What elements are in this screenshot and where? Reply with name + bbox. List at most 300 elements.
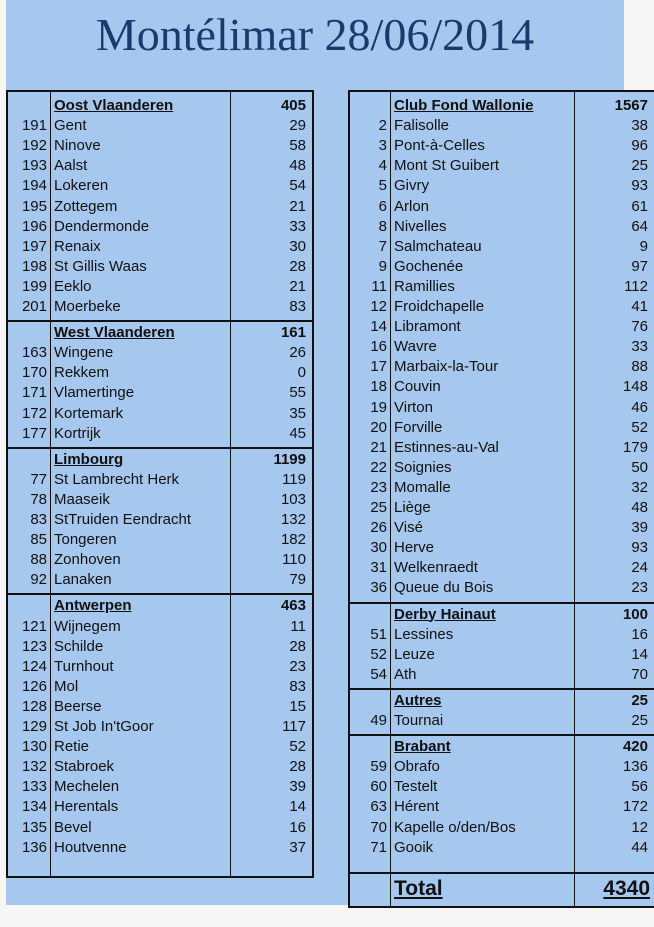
club-count: 28 (289, 257, 306, 275)
club-row (8, 424, 312, 444)
club-name: Queue du Bois (394, 579, 494, 597)
club-number: 126 (21, 677, 47, 695)
club-count: 55 (289, 384, 306, 402)
club-row (350, 156, 654, 176)
club-number: 11 (371, 277, 387, 295)
club-row (350, 538, 654, 558)
club-number: 36 (370, 579, 387, 597)
club-name: Welkenraedt (394, 559, 478, 577)
club-row (350, 136, 654, 156)
club-row (8, 116, 312, 136)
group-total: 405 (280, 97, 306, 114)
club-name: Tongeren (54, 531, 117, 549)
club-row (350, 357, 654, 377)
club-number: 51 (370, 625, 387, 643)
club-row (8, 237, 312, 257)
club-number: 197 (21, 237, 47, 255)
club-count: 52 (289, 738, 306, 756)
club-count: 25 (631, 712, 648, 729)
club-count: 23 (289, 657, 306, 675)
club-count: 54 (289, 177, 306, 195)
club-name: Retie (54, 738, 90, 756)
club-number: 123 (21, 637, 47, 655)
group-total: 420 (622, 738, 648, 756)
group-total: 1199 (273, 450, 306, 468)
club-number: 21 (370, 438, 387, 456)
group-name: West Vlaanderen (54, 324, 175, 342)
club-number: 12 (370, 298, 387, 315)
group-name: Antwerpen (54, 597, 132, 615)
club-row (8, 490, 312, 510)
club-number: 192 (21, 137, 47, 155)
club-name: Stabroek (54, 758, 115, 776)
club-number: 135 (21, 818, 47, 836)
group-name: Brabant (394, 738, 451, 756)
club-row (8, 136, 312, 156)
club-name: Kortemark (54, 404, 124, 422)
club-name: Visé (394, 519, 423, 537)
club-number: 49 (370, 712, 387, 729)
club-count: 103 (280, 490, 306, 508)
group-separator (8, 593, 312, 595)
club-row (350, 277, 654, 297)
club-row (350, 665, 654, 685)
club-number: 3 (378, 137, 387, 155)
club-number: 6 (378, 197, 387, 215)
club-name: StTruiden Eendracht (54, 511, 192, 528)
club-number: 170 (21, 364, 47, 382)
club-row (8, 343, 312, 363)
club-number: 30 (370, 539, 387, 557)
club-name: Nivelles (394, 217, 447, 235)
club-row (350, 777, 654, 797)
club-number: 77 (30, 470, 47, 488)
club-count: 179 (622, 438, 648, 456)
group-header (8, 596, 312, 616)
club-name: St Lambrecht Herk (54, 470, 180, 488)
club-count: 12 (631, 818, 648, 836)
group-header (350, 691, 654, 711)
club-row (350, 518, 654, 538)
club-name: Houtvenne (54, 838, 127, 856)
club-row (350, 217, 654, 237)
club-name: Herve (394, 539, 435, 557)
club-name: Lessines (394, 625, 454, 643)
club-number: 2 (378, 117, 387, 135)
page-title: Montélimar 28/06/2014 (95, 9, 535, 60)
club-count: 148 (622, 378, 648, 396)
club-row (8, 363, 312, 383)
club-name: Moerbeke (54, 298, 121, 315)
club-number: 16 (370, 338, 387, 356)
group-header (8, 450, 312, 470)
club-row (8, 737, 312, 757)
club-name: Beerse (54, 697, 102, 715)
club-row (350, 558, 654, 578)
club-count: 21 (289, 197, 306, 215)
club-number: 198 (21, 257, 47, 275)
group-name: Oost Vlaanderen (54, 97, 174, 114)
club-count: 9 (639, 237, 648, 255)
club-number: 17 (370, 358, 387, 376)
club-number: 136 (21, 838, 47, 856)
club-number: 78 (30, 490, 47, 508)
club-name: Salmchateau (394, 237, 482, 255)
club-row (350, 176, 654, 196)
club-row (8, 297, 312, 317)
club-count: 48 (289, 157, 306, 175)
club-number: 92 (30, 571, 47, 589)
club-count: 35 (289, 404, 306, 422)
club-count: 58 (289, 137, 306, 155)
club-row (350, 297, 654, 317)
club-number: 132 (21, 758, 47, 776)
grand-total-label: Total (394, 877, 443, 900)
left-table (6, 90, 314, 878)
club-row (8, 217, 312, 237)
group-name: Club Fond Wallonie (394, 97, 534, 114)
club-name: Hérent (394, 798, 440, 816)
club-number: 124 (21, 657, 47, 675)
group-separator (350, 688, 654, 690)
club-count: 110 (282, 551, 306, 569)
club-count: 172 (622, 798, 648, 816)
club-number: 121 (21, 617, 47, 635)
club-number: 5 (378, 177, 387, 195)
club-row (350, 818, 654, 838)
club-count: 45 (289, 424, 306, 442)
club-number: 191 (21, 117, 47, 135)
club-number: 130 (21, 738, 47, 756)
club-name: Liège (394, 499, 431, 516)
club-row (8, 257, 312, 277)
club-number: 83 (30, 511, 47, 528)
club-name: Arlon (394, 197, 430, 215)
club-name: Froidchapelle (394, 298, 485, 315)
club-row (8, 617, 312, 637)
club-row (8, 677, 312, 697)
club-row (350, 478, 654, 498)
club-count: 70 (631, 665, 648, 683)
club-name: St Gillis Waas (54, 257, 147, 275)
club-row (8, 550, 312, 570)
club-name: Gochenée (394, 257, 464, 275)
club-count: 93 (631, 539, 648, 557)
club-number: 195 (21, 197, 47, 215)
club-count: 25 (631, 157, 648, 175)
club-name: Zonhoven (54, 551, 121, 569)
club-row (350, 578, 654, 598)
club-row (350, 797, 654, 817)
club-row (8, 404, 312, 424)
club-row (350, 257, 654, 277)
club-count: 97 (631, 257, 648, 275)
club-number: 163 (21, 344, 47, 362)
club-count: 21 (289, 277, 306, 295)
club-count: 39 (289, 778, 306, 796)
club-row (350, 498, 654, 518)
group-header (350, 605, 654, 625)
club-count: 16 (631, 625, 648, 643)
grand-total-value: 4340 (603, 877, 650, 900)
club-row (350, 838, 654, 858)
club-name: Gooik (394, 838, 434, 856)
club-number: 18 (370, 378, 387, 396)
club-number: 85 (30, 531, 47, 549)
group-name: Autres (394, 691, 442, 709)
group-separator (8, 447, 312, 449)
club-name: Leuze (394, 645, 435, 663)
group-total: 100 (622, 605, 648, 623)
club-row (8, 176, 312, 196)
group-name: Limbourg (54, 450, 124, 468)
club-number: 199 (21, 277, 47, 295)
club-count: 0 (297, 364, 306, 382)
club-number: 23 (370, 478, 387, 496)
club-number: 9 (378, 257, 387, 275)
club-count: 30 (289, 237, 306, 255)
club-number: 193 (21, 157, 47, 175)
club-name: Mont St Guibert (394, 157, 500, 175)
club-row (8, 637, 312, 657)
club-number: 14 (370, 318, 387, 336)
club-row (350, 625, 654, 645)
club-count: 24 (631, 559, 648, 577)
club-name: Ath (394, 665, 417, 683)
club-name: Gent (54, 117, 87, 135)
club-number: 7 (378, 237, 387, 255)
club-number: 171 (21, 384, 47, 402)
club-row (8, 797, 312, 817)
club-name: Maaseik (54, 490, 110, 508)
total-separator (350, 872, 654, 874)
club-number: 71 (370, 838, 387, 856)
club-count: 76 (631, 318, 648, 336)
group-total: 25 (631, 691, 648, 709)
club-name: Renaix (54, 237, 101, 255)
club-row (350, 645, 654, 665)
club-count: 48 (631, 499, 648, 516)
club-name: Libramont (394, 318, 461, 336)
club-number: 54 (370, 665, 387, 683)
club-row (350, 337, 654, 357)
club-number: 129 (21, 718, 47, 735)
club-count: 136 (622, 758, 648, 776)
club-count: 32 (631, 478, 648, 496)
club-name: Virton (394, 398, 433, 416)
group-header (350, 96, 654, 116)
group-separator (8, 320, 312, 322)
club-row (8, 657, 312, 677)
club-name: Turnhout (54, 657, 114, 675)
club-number: 133 (21, 778, 47, 796)
club-row (350, 418, 654, 438)
club-count: 28 (289, 758, 306, 776)
club-count: 37 (289, 838, 306, 856)
club-name: Obrafo (394, 758, 440, 776)
group-name: Derby Hainaut (394, 605, 496, 623)
club-row (8, 570, 312, 590)
club-name: Wijnegem (54, 617, 121, 635)
club-count: 46 (631, 398, 648, 416)
club-name: St Job In'tGoor (54, 718, 154, 735)
club-name: Marbaix-la-Tour (394, 358, 499, 376)
club-count: 83 (289, 677, 306, 695)
club-count: 117 (282, 718, 306, 735)
group-separator (350, 602, 654, 604)
club-name: Lokeren (54, 177, 109, 195)
club-name: Couvin (394, 378, 441, 396)
club-row (350, 711, 654, 731)
club-name: Lanaken (54, 571, 112, 589)
club-number: 194 (21, 177, 47, 195)
club-row (8, 470, 312, 490)
group-header (8, 323, 312, 343)
club-count: 79 (289, 571, 306, 589)
club-count: 52 (631, 418, 648, 436)
club-count: 132 (280, 511, 306, 528)
club-count: 119 (282, 470, 306, 488)
club-name: Dendermonde (54, 217, 150, 235)
club-count: 39 (631, 519, 648, 537)
group-header (8, 96, 312, 116)
club-row (8, 383, 312, 403)
group-header (350, 737, 654, 757)
club-name: Estinnes-au-Val (394, 438, 499, 456)
club-row (350, 377, 654, 397)
group-total: 1567 (614, 97, 648, 114)
club-name: Wingene (54, 344, 114, 362)
club-name: Pont-à-Celles (394, 137, 485, 155)
club-number: 201 (21, 298, 47, 315)
group-separator (350, 734, 654, 736)
club-name: Zottegem (54, 197, 118, 215)
club-count: 11 (290, 617, 306, 635)
club-row (8, 530, 312, 550)
club-count: 16 (289, 818, 306, 836)
club-count: 112 (624, 277, 648, 295)
club-number: 177 (21, 424, 47, 442)
club-name: Momalle (394, 478, 451, 496)
club-row (8, 818, 312, 838)
club-row (8, 777, 312, 797)
right-table (348, 90, 654, 908)
club-count: 26 (289, 344, 306, 362)
club-number: 20 (370, 418, 387, 436)
club-row (8, 757, 312, 777)
club-name: Eeklo (54, 277, 92, 295)
club-count: 182 (280, 531, 306, 549)
club-number: 59 (370, 758, 387, 776)
club-name: Ramillies (394, 277, 455, 295)
club-number: 4 (378, 157, 387, 175)
club-number: 70 (370, 818, 387, 836)
group-total: 463 (280, 597, 306, 615)
club-name: Mechelen (54, 778, 120, 796)
club-number: 60 (370, 778, 387, 796)
club-name: Vlamertinge (54, 384, 135, 402)
club-count: 50 (631, 458, 648, 476)
club-count: 23 (631, 579, 648, 597)
club-number: 52 (370, 645, 387, 663)
club-number: 88 (30, 551, 47, 569)
club-row (8, 697, 312, 717)
club-number: 19 (370, 398, 387, 416)
club-count: 41 (631, 298, 648, 315)
club-name: Forville (394, 418, 443, 436)
club-row (350, 237, 654, 257)
club-count: 29 (289, 117, 306, 135)
club-row (350, 116, 654, 136)
club-name: Mol (54, 677, 79, 695)
club-number: 134 (21, 798, 47, 816)
club-count: 64 (631, 217, 648, 235)
club-row (8, 277, 312, 297)
club-number: 31 (370, 559, 387, 577)
club-name: Aalst (54, 157, 88, 175)
club-name: Tournai (394, 712, 444, 729)
club-row (350, 317, 654, 337)
club-count: 38 (631, 117, 648, 135)
club-row (8, 197, 312, 217)
club-name: Kapelle o/den/Bos (394, 818, 516, 836)
club-number: 8 (378, 217, 387, 235)
club-row (8, 510, 312, 530)
club-number: 172 (21, 404, 47, 422)
club-row (350, 398, 654, 418)
club-row (8, 156, 312, 176)
group-total: 161 (280, 324, 306, 342)
club-count: 15 (289, 697, 306, 715)
club-count: 14 (631, 645, 648, 663)
club-name: Ninove (54, 137, 101, 155)
club-count: 44 (631, 838, 648, 856)
club-name: Falisolle (394, 117, 450, 135)
club-count: 88 (631, 358, 648, 376)
club-name: Testelt (394, 778, 438, 796)
club-name: Soignies (394, 458, 452, 476)
club-name: Herentals (54, 798, 119, 816)
club-name: Wavre (394, 338, 437, 356)
club-number: 196 (21, 217, 47, 235)
club-name: Schilde (54, 637, 104, 655)
club-count: 33 (631, 338, 648, 356)
grand-total-row (350, 876, 654, 902)
club-count: 83 (289, 298, 306, 315)
club-row (350, 458, 654, 478)
club-number: 25 (370, 499, 387, 516)
club-count: 93 (631, 177, 648, 195)
club-name: Bevel (54, 818, 92, 836)
club-count: 33 (289, 217, 306, 235)
club-name: Rekkem (54, 364, 110, 382)
club-count: 61 (631, 197, 648, 215)
club-name: Givry (394, 177, 429, 195)
club-number: 128 (21, 697, 47, 715)
club-row (350, 438, 654, 458)
club-row (350, 757, 654, 777)
club-number: 63 (370, 798, 387, 816)
club-count: 28 (289, 637, 306, 655)
club-row (8, 838, 312, 858)
club-count: 56 (631, 778, 648, 796)
club-name: Kortrijk (54, 424, 101, 442)
club-number: 22 (370, 458, 387, 476)
club-count: 96 (631, 137, 648, 155)
club-count: 14 (289, 798, 306, 816)
club-row (350, 197, 654, 217)
club-row (8, 717, 312, 737)
